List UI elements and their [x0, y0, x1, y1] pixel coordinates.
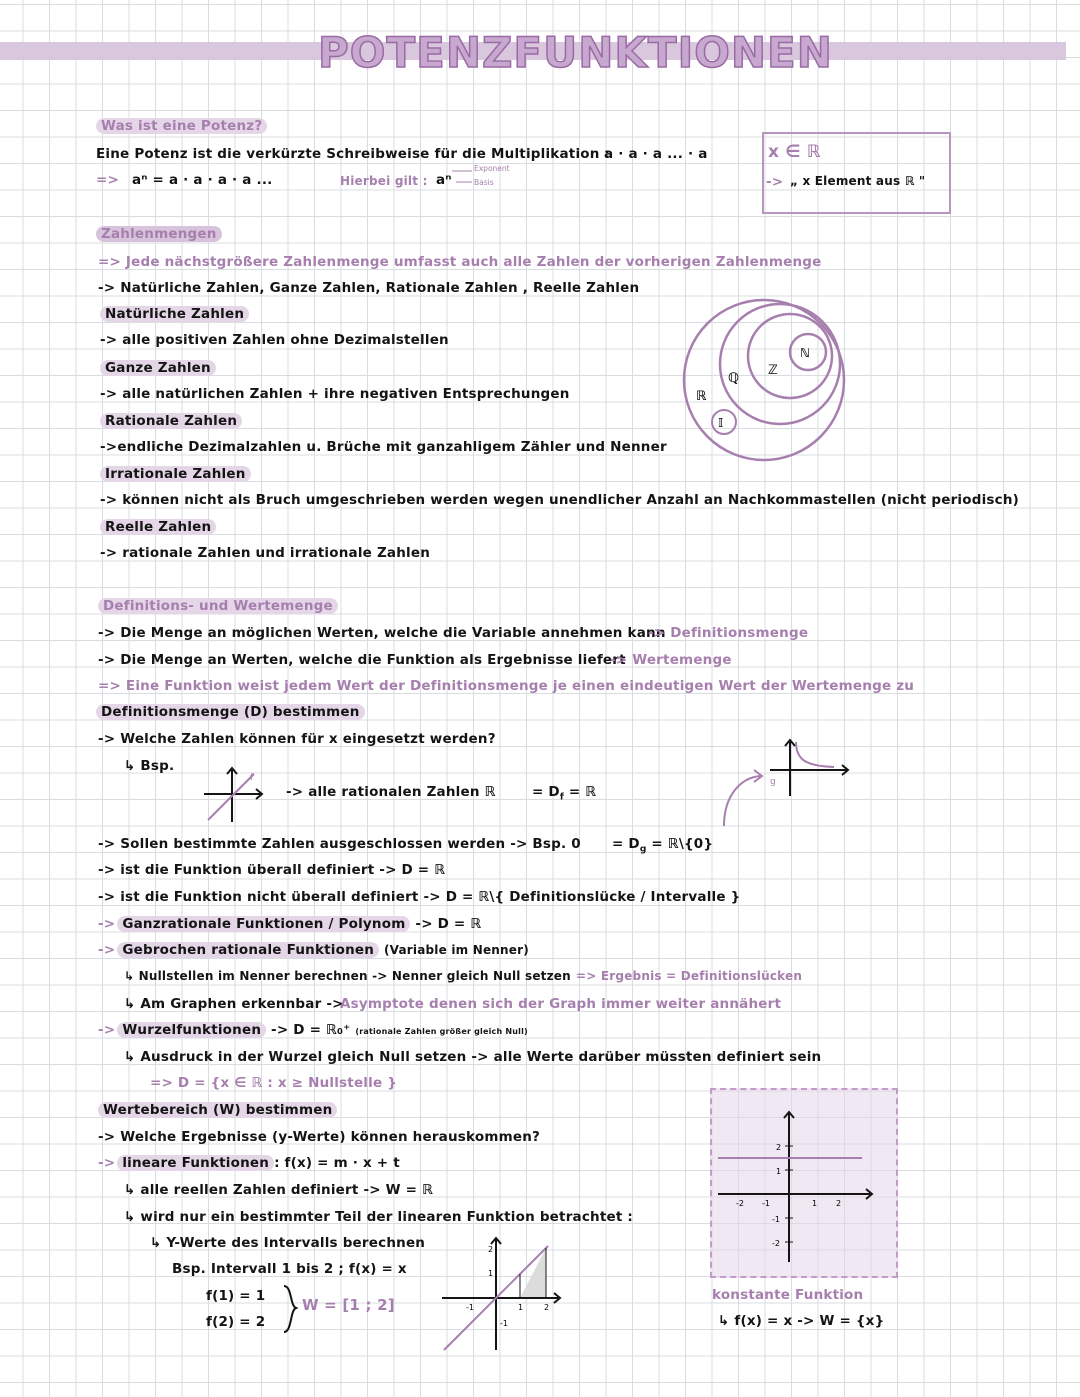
konst-axis-y1: 1	[776, 1167, 782, 1176]
page-title: POTENZFUNKTIONEN	[318, 28, 833, 77]
potenz-line1-expr: a · a · a ... · a	[604, 146, 708, 162]
definition-dg: = $D_g$ = ℝ\{0}	[612, 836, 714, 855]
definition-l1-res: -> Definitionsmenge	[648, 625, 809, 641]
interval-axis-x1: 1	[518, 1303, 524, 1312]
element-box-arrow: ->	[766, 174, 784, 190]
graph-g	[716, 736, 856, 832]
definition-alle-rational: -> alle rationalen Zahlen ℝ	[286, 784, 496, 800]
konstante-funktion-formula: ↳ f(x) = x -> W = {x}	[718, 1313, 885, 1329]
definition-ganzrat: -> Ganzrationale Funktionen / Polynom -> D = ℝ	[98, 916, 482, 932]
set-desc-rational: ->endliche Dezimalzahlen u. Brüche mit ganzahligem Zähler und Nenner	[100, 439, 667, 455]
definition-l2: -> Die Menge an Werten, welche die Funktion als Ergebnisse liefert	[98, 652, 626, 668]
set-desc-irrational: -> können nicht als Bruch umgeschrieben werden wegen unendlicher Anzahl an Nachkommastellen (nicht periodisch)	[100, 492, 1020, 508]
wertebereich-lin-teil: ↳ wird nur ein bestimmter Teil der linearen Funktion betrachtet :	[124, 1209, 634, 1225]
set-desc-natuerlich: -> alle positiven Zahlen ohne Dezimalstellen	[100, 332, 449, 348]
definition-nicht-ueberall: -> ist die Funktion nicht überall definiert -> D = ℝ\{ Definitionslücke / Intervalle }	[98, 889, 741, 905]
zahlenmengen-intro: => Jede nächstgrößere Zahlenmenge umfasst auch alle Zahlen der vorherigen Zahlenmenge	[98, 254, 822, 270]
definition-wurzel: -> Wurzelfunktionen -> D = ℝ₀⁺ (rationale Zahlen größer gleich Null)	[98, 1022, 528, 1038]
graph-g-label: g	[770, 777, 776, 787]
wertebereich-lin: -> lineare Funktionen : f(x) = m · x + t	[98, 1155, 400, 1171]
konst-axis-x2: 2	[836, 1199, 842, 1208]
potenz-arrow: =>	[96, 172, 120, 188]
potenz-hierbei: Hierbei gilt :	[340, 174, 428, 188]
wertebereich-f1: f(1) = 1	[206, 1288, 266, 1304]
potenz-exponent: Exponent	[474, 164, 510, 173]
definition-null-r: => Ergebnis = Definitionslücken	[576, 969, 803, 983]
set-name-irrational: Irrationale Zahlen	[100, 466, 251, 482]
definition-ausdruck-res: => D = {x ∈ ℝ : x ≥ Nullstelle }	[150, 1075, 398, 1091]
set-label-i: 𝕀	[718, 416, 724, 430]
definition-graph-r: Asymptote denen sich der Graph immer weiter annähert	[340, 996, 782, 1012]
definition-graph-l: ↳ Am Graphen erkennbar ->	[124, 996, 344, 1012]
definition-l1: -> Die Menge an möglichen Werten, welche die Variable annehmen kann	[98, 625, 666, 641]
set-label-n: ℕ	[800, 346, 811, 360]
number-set-diagram	[680, 294, 856, 464]
definition-heading: Definitions- und Wertemenge	[98, 598, 338, 614]
definition-bsp: ↳ Bsp.	[124, 758, 175, 774]
potenz-heading: Was ist eine Potenz?	[96, 118, 267, 134]
element-box-line2: „ x Element aus ℝ "	[790, 174, 926, 188]
wertebereich-w: W = [1 ; 2]	[302, 1296, 395, 1314]
konstante-funktion-label: konstante Funktion	[712, 1287, 864, 1303]
potenz-basis: Basis	[474, 178, 494, 187]
interval-axis-x2: 2	[544, 1303, 550, 1312]
set-name-natuerlich: Natürliche Zahlen	[100, 306, 249, 322]
zahlenmengen-list: -> Natürliche Zahlen, Ganze Zahlen, Rationale Zahlen , Reelle Zahlen	[98, 280, 640, 296]
definition-df: = $D_f$ = ℝ	[532, 784, 597, 803]
definition-ausschl: -> Sollen bestimmte Zahlen ausgeschlossen werden -> Bsp. 0	[98, 836, 581, 852]
wertebereich-bsp: Bsp. Intervall 1 bis 2 ; f(x) = x	[172, 1261, 407, 1277]
graph-f	[200, 764, 266, 824]
wertebereich-heading: Wertebereich (W) bestimmen	[98, 1102, 337, 1118]
set-desc-reell: -> rationale Zahlen und irrationale Zahlen	[100, 545, 431, 561]
set-desc-ganz: -> alle natürlichen Zahlen + ihre negativen Entsprechungen	[100, 386, 570, 402]
potenz-an: aⁿ	[436, 172, 452, 188]
potenz-line2-expr: aⁿ = a · a · a · a ...	[132, 172, 273, 188]
wertebereich-f2: f(2) = 2	[206, 1314, 266, 1330]
interval-graph	[440, 1234, 566, 1354]
wertebereich-brace	[282, 1284, 298, 1334]
definition-l2-res: -> Wertemenge	[610, 652, 732, 668]
wertebereich-lin-alle: ↳ alle reellen Zahlen definiert -> W = ℝ	[124, 1182, 434, 1198]
konst-axis-xm1: -1	[762, 1199, 770, 1208]
definition-gebr: -> Gebrochen rationale Funktionen (Variable im Nenner)	[98, 942, 529, 958]
konst-axis-ym1: -1	[772, 1215, 780, 1224]
definition-question: -> Welche Zahlen können für x eingesetzt werden?	[98, 731, 496, 747]
set-name-ganz: Ganze Zahlen	[100, 360, 216, 376]
definition-ueberall: -> ist die Funktion überall definiert -> D = ℝ	[98, 862, 446, 878]
interval-axis-y1: 1	[488, 1269, 494, 1278]
interval-axis-y2: 2	[488, 1245, 494, 1254]
konst-axis-ym2: -2	[772, 1239, 780, 1248]
konstante-funktion-graph	[712, 1092, 894, 1272]
interval-axis-xm1: -1	[466, 1303, 474, 1312]
interval-axis-ym1: -1	[500, 1319, 508, 1328]
set-label-r: ℝ	[696, 389, 707, 404]
wertebereich-question: -> Welche Ergebnisse (y-Werte) können herauskommen?	[98, 1129, 541, 1145]
konst-axis-x1: 1	[812, 1199, 818, 1208]
konst-axis-y2: 2	[776, 1143, 782, 1152]
potenz-line1: Eine Potenz ist die verkürzte Schreibweise für die Multiplikation :	[96, 146, 611, 162]
exponent-basis-brackets	[450, 166, 476, 186]
element-box-line1: x ∈ ℝ	[768, 142, 821, 162]
definition-ausdruck: ↳ Ausdruck in der Wurzel gleich Null setzen -> alle Werte darüber müssten definiert sein	[124, 1049, 822, 1065]
zahlenmengen-heading: Zahlenmengen	[96, 226, 222, 242]
wertebereich-yw: ↳ Y-Werte des Intervalls berechnen	[150, 1235, 426, 1251]
graph-f-label: f	[250, 773, 254, 783]
set-name-rational: Rationale Zahlen	[100, 413, 242, 429]
set-name-reell: Reelle Zahlen	[100, 519, 216, 535]
set-label-q: ℚ	[728, 371, 740, 386]
set-label-z: ℤ	[768, 363, 778, 378]
definition-null-l: ↳ Nullstellen im Nenner berechnen -> Nenner gleich Null setzen	[124, 969, 571, 983]
definition-l3: => Eine Funktion weist jedem Wert der Definitionsmenge je einen eindeutigen Wert der Wertemenge zu	[98, 678, 915, 694]
konst-axis-xm2: -2	[736, 1199, 744, 1208]
definition-sub-heading: Definitionsmenge (D) bestimmen	[96, 704, 365, 720]
